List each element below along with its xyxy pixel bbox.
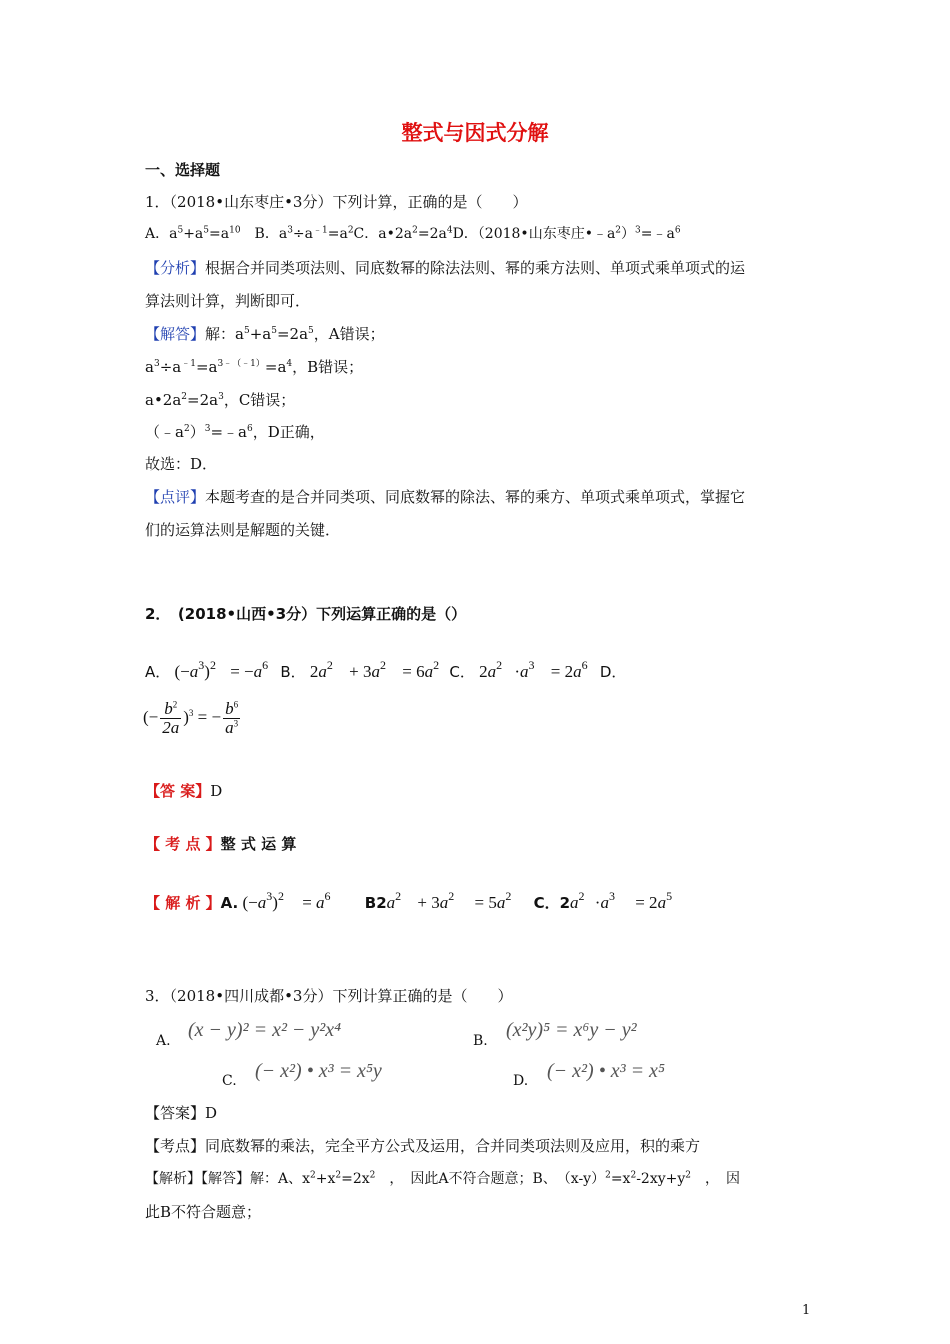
q3-point: 【考点】同底数幂的乘法，完全平方公式及运用，合并同类项法则及应用，积的乘方	[145, 1137, 701, 1155]
q2-stem: 2． (2018•山西•3分）下列运算正确的是（）	[145, 605, 467, 623]
q3-option-b-formula: (x²y)⁵ = x⁶y − y²	[506, 1019, 637, 1041]
q3-option-d-label: D.	[513, 1073, 529, 1089]
q2-explain: 【 解 析 】A. $(-a^3)^2 = a^6$ $B2a^2 + 3a^2 = 5a^2$ C．$2a^2 \cdot a^3 = 2a^5$	[145, 889, 673, 912]
solution-tag: 【解答】	[145, 325, 206, 343]
q1-choice: 故选：D．	[145, 455, 218, 473]
q1-solution-line2: $a^3\div a^{﹣1}=a^{3﹣(﹣1)}=a^4$，B错误；	[145, 358, 364, 376]
q3-option-c-formula: (− x²) • x³ = x⁵y	[255, 1060, 382, 1082]
comment-tag: 【点评】	[145, 488, 206, 506]
q2-point: 【 考 点 】整 式 运 算	[145, 835, 297, 853]
q3-option-a-label: A.	[156, 1033, 171, 1049]
q1-solution-line3: $a•2a^2=2a^3$，C错误；	[145, 391, 296, 409]
q1-comment-line1: 【点评】本题考查的是合并同类项、同底数幂的除法、幂的乘方、单项式乘单项式，掌握它	[145, 488, 746, 506]
q2-option-d-formula: (− $\frac{b^2}{2a}$ )$^3$ = − $\frac{b^6}{a^3}$	[143, 699, 239, 737]
answer-tag: 【答 案】	[145, 782, 211, 800]
q1-solution-line4: $(﹣a^2)^3=﹣a^6$，D正确，	[145, 423, 325, 441]
section-heading: 一、选择题	[145, 161, 221, 179]
q1-analysis-line2: 算法则计算，判断即可．	[145, 292, 311, 310]
q3-option-a-formula: (x − y)² = x² − y²x⁴	[188, 1019, 342, 1041]
q3-answer: 【答案】D	[145, 1104, 218, 1122]
point-tag: 【 考 点 】	[145, 835, 221, 853]
page-title: 整式与因式分解	[401, 121, 549, 145]
page-number: 1	[802, 1303, 811, 1318]
q3-option-b-label: B.	[473, 1033, 488, 1049]
q3-option-c-label: C.	[222, 1073, 237, 1089]
q3-option-d-formula: (− x²) • x³ = x⁵	[547, 1060, 665, 1082]
q3-stem: 3．（2018•四川成都•3分）下列计算正确的是（ ）	[145, 987, 513, 1005]
q1-analysis-line1: 【分析】根据合并同类项法则、同底数幂的除法法则、幂的乘方法则、单项式乘单项式的运	[145, 259, 746, 277]
analysis-tag: 【分析】	[145, 259, 206, 277]
q2-answer: 【答 案】D	[145, 782, 223, 800]
q3-explain-line1: 【解析】【解答】解：A、$x^2+x^2=2x^2$ ， 因此A不符合题意；B、 $(x-y)^2=x^2-2xy+y^2$ ， 因	[145, 1170, 741, 1187]
q1-stem: 1．（2018•山东枣庄•3分）下列计算，正确的是（ ）	[145, 193, 528, 211]
q1-options: A．$a^5+a^5=a^{10}$ B．$a^3\div a^{﹣1}=a^2C$．$a•2a^2=2a^4D$．（2018•山东枣庄$•﹣a^2)^3=﹣a^6$	[145, 225, 681, 242]
q1-comment-line2: 们的运算法则是解题的关键．	[145, 521, 341, 539]
q2-options: A． $(-a^3)^2 = -a^6$ B． $2a^2 + 3a^2 = 6a^2$ C． $2a^2 \cdot a^3 = 2a^6$ D．	[145, 658, 627, 681]
q3-explain-line2: 此B不符合题意；	[145, 1203, 262, 1221]
q1-solution-line1: 【解答】解：$a^5+a^5=2a^5$，A错误；	[145, 325, 385, 343]
explain-tag: 【 解 析 】	[145, 894, 221, 912]
